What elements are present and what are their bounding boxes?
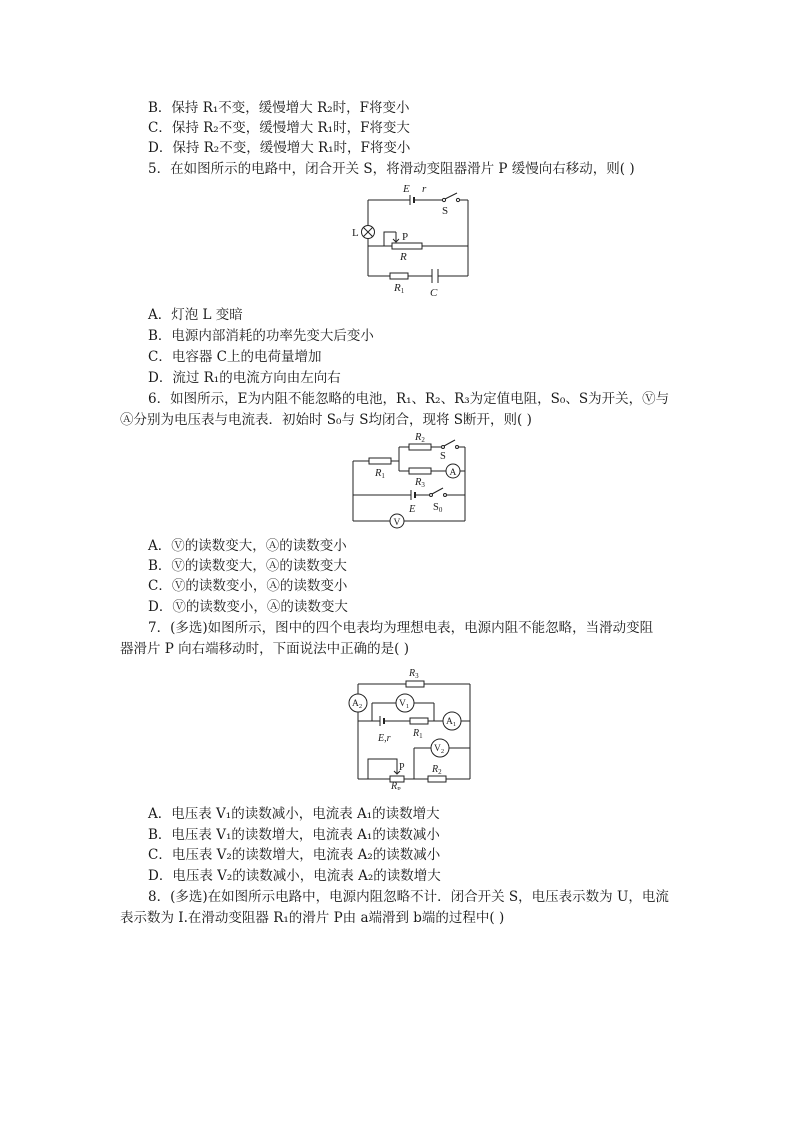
q6-option-d: D．Ⓥ的读数变小，Ⓐ的读数变大 — [148, 599, 348, 615]
q7-stem-line2: 器滑片 P 向右端移动时，下面说法中正确的是( ) — [120, 641, 409, 657]
q7-label-R3: $R_3$ — [409, 668, 419, 680]
q6-option-b: B．Ⓥ的读数变大，Ⓐ的读数变大 — [148, 558, 347, 574]
q5-label-R: R — [400, 251, 407, 263]
q4-option-d: D．保持 R₂不变，缓慢增大 R₁时，F将变小 — [148, 140, 411, 156]
q7-option-b: B．电压表 V₁的读数增大，电流表 A₁的读数减小 — [148, 827, 440, 843]
q6-stem-line2: Ⓐ分别为电压表与电流表．初始时 S₀与 S均闭合，现将 S断开，则( ) — [120, 412, 532, 428]
q5-circuit-diagram — [350, 178, 480, 304]
q5-option-d: D．流过 R₁的电流方向由左向右 — [148, 370, 341, 386]
q7-label-Er: E,r — [378, 733, 391, 744]
q7-label-R2: $R_2$ — [432, 764, 442, 776]
q5-option-b: B．电源内部消耗的功率先变大后变小 — [148, 328, 374, 344]
q5-stem: 5．在如图所示的电路中，闭合开关 S，将滑动变阻器滑片 P 缓慢向右移动，则( ) — [148, 161, 635, 177]
q4-option-c: C．保持 R₂不变，缓慢增大 R₁时，F将变大 — [148, 120, 410, 136]
q5-label-E: E — [403, 183, 410, 195]
q6-ammeter-label: A — [449, 468, 457, 478]
q6-label-E: E — [409, 504, 416, 515]
q6-label-R1: R1 — [375, 468, 385, 480]
q6-circuit-diagram — [345, 428, 480, 534]
q5-label-S: S — [442, 205, 449, 217]
q5-label-P: P — [402, 231, 409, 243]
q6-option-a: A．Ⓥ的读数变大，Ⓐ的读数变小 — [148, 538, 347, 554]
q5-option-a: A．灯泡 L 变暗 — [148, 307, 243, 323]
q7-option-c: C．电压表 V₂的读数增大，电流表 A₂的读数减小 — [148, 847, 441, 863]
q7-option-d: D．电压表 V₂的读数减小，电流表 A₂的读数增大 — [148, 868, 441, 884]
q4-option-b: B．保持 R₁不变，缓慢增大 R₂时，F将变小 — [148, 100, 410, 116]
q5-label-L: L — [352, 227, 359, 239]
q7-label-R1: $R_1$ — [413, 728, 423, 740]
q7-stem-line1: 7．(多选)如图所示，图中的四个电表均为理想电表，电源内阻不能忽略，当滑动变阻 — [148, 620, 654, 636]
q6-voltmeter-label: V — [393, 518, 401, 528]
q7-label-P: P — [399, 762, 405, 773]
q7-ammeter-A2-label: $A_2$ — [352, 699, 363, 710]
q6-label-R3: R3 — [415, 477, 425, 489]
q8-stem-line2: 表示数为 I.在滑动变阻器 R₁的滑片 P由 a端滑到 b端的过程中( ) — [120, 910, 505, 926]
q7-label-RP: $R_P$ — [391, 781, 401, 790]
q8-stem-line1: 8．(多选)在如图所示电路中，电源内阻忽略不计．闭合开关 S，电压表示数为 U，电流 — [148, 889, 669, 905]
q7-circuit-diagram — [340, 662, 480, 794]
q5-label-r: r — [422, 183, 427, 195]
q6-label-R2: R2 — [415, 432, 425, 444]
q7-option-a: A．电压表 V₁的读数减小，电流表 A₁的读数增大 — [148, 806, 440, 822]
q5-label-R1: R1 — [394, 282, 405, 295]
q7-voltmeter-V1-label: $V_1$ — [399, 699, 410, 710]
q6-stem-line1: 6．如图所示，E为内阻不能忽略的电池，R₁、R₂、R₃为定值电阻，S₀、S为开关，Ⓥ与 — [148, 391, 670, 407]
q7-ammeter-A1-label: $A_1$ — [446, 717, 457, 728]
q5-label-C: C — [430, 287, 438, 299]
q6-option-c: C．Ⓥ的读数变小，Ⓐ的读数变小 — [148, 578, 348, 594]
q6-label-S: S — [440, 451, 446, 462]
q7-voltmeter-V2-label: $V_2$ — [434, 744, 445, 755]
q6-label-S0: S0 — [433, 502, 443, 514]
q5-option-c: C．电容器 C上的电荷量增加 — [148, 349, 322, 365]
